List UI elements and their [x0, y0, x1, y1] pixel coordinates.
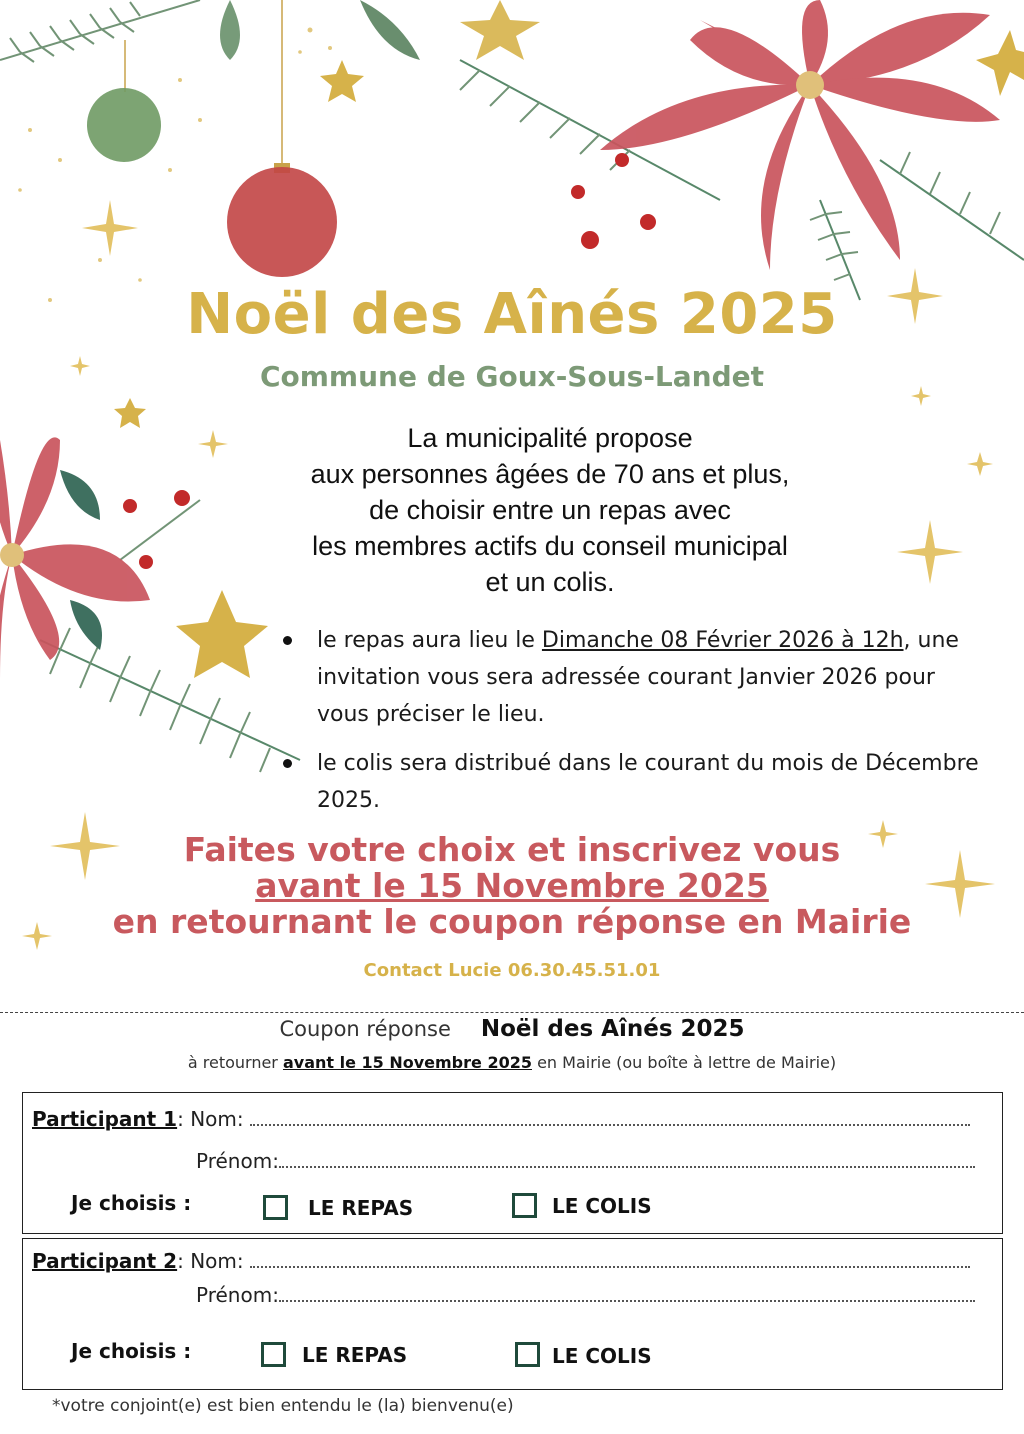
coupon-label: Coupon réponse: [279, 1017, 451, 1041]
repas-option-label: LE REPAS: [308, 1196, 414, 1220]
coupon-sub-text: en Mairie (ou boîte à lettre de Mairie): [531, 1053, 837, 1072]
colis-checkbox[interactable]: [515, 1342, 540, 1367]
participant-2-prenom-row: [196, 1283, 975, 1307]
participant-1-prenom-row: [196, 1149, 975, 1173]
page-subtitle: Commune de Goux-Sous-Landet: [259, 360, 765, 393]
bullet-text: le repas aura lieu le: [317, 628, 542, 653]
colis-option-label: LE COLIS: [552, 1344, 652, 1368]
list-item: [283, 745, 983, 819]
cut-line-divider: [0, 1012, 1024, 1013]
coupon-deadline: avant le 15 Novembre 2025: [282, 1053, 532, 1072]
participant-1-section: [22, 1092, 1003, 1234]
coupon-subtitle: [0, 1053, 1024, 1072]
prenom-field[interactable]: [279, 1152, 975, 1168]
repas-checkbox[interactable]: [261, 1342, 286, 1367]
nom-label: Nom:: [190, 1249, 244, 1273]
choose-label: Je choisis :: [71, 1339, 192, 1363]
participant-1-name-row: Participant 1: Nom:: [32, 1107, 970, 1131]
intro-text: [200, 420, 900, 600]
details-list: [283, 622, 983, 831]
intro-line: La municipalité propose: [407, 423, 693, 453]
participant-label: Participant 1: [32, 1107, 178, 1131]
participant-2-name-row: Participant 2: Nom:: [32, 1249, 970, 1273]
nom-field[interactable]: [250, 1252, 970, 1268]
nom-field[interactable]: [250, 1110, 970, 1126]
cta-line: Faites votre choix et inscrivez vous: [183, 830, 841, 869]
list-item: [283, 622, 983, 733]
bullet-icon: [283, 759, 292, 768]
bullet-icon: [283, 636, 292, 645]
nom-label: Nom:: [190, 1107, 244, 1131]
call-to-action: [0, 832, 1024, 940]
bullet-text: , une invitation vous sera adressée courant Janvier 2026 pour vous préciser le lieu.: [317, 628, 959, 727]
colis-checkbox[interactable]: [512, 1193, 537, 1218]
bullet-text: le colis sera distribué dans le courant du mois de Décembre 2025.: [317, 751, 979, 813]
contact-info: Contact Lucie 06.30.45.51.01: [363, 960, 661, 981]
participant-2-section: [22, 1238, 1003, 1390]
intro-line: les membres actifs du conseil municipal: [312, 531, 788, 561]
prenom-label: Prénom:: [196, 1283, 279, 1307]
choose-label: Je choisis :: [71, 1191, 192, 1215]
cta-line: en retournant le coupon réponse en Mairie: [112, 902, 912, 941]
colis-option-label: LE COLIS: [552, 1194, 652, 1218]
event-date: Dimanche 08 Février 2026 à 12h: [541, 628, 904, 653]
coupon-title: Noël des Aînés 2025: [480, 1016, 745, 1042]
repas-checkbox[interactable]: [263, 1195, 288, 1220]
intro-line: de choisir entre un repas avec: [369, 495, 731, 525]
repas-option-label: LE REPAS: [302, 1343, 408, 1367]
prenom-field[interactable]: [279, 1286, 975, 1302]
footnote: *votre conjoint(e) est bien entendu le (la) bienvenu(e): [52, 1396, 514, 1416]
page-title: Noël des Aînés 2025: [186, 282, 838, 347]
cta-deadline: avant le 15 Novembre 2025: [255, 866, 769, 905]
intro-line: aux personnes âgées de 70 ans et plus,: [310, 459, 790, 489]
participant-label: Participant 2: [32, 1249, 178, 1273]
prenom-label: Prénom:: [196, 1149, 279, 1173]
intro-line: et un colis.: [485, 567, 615, 597]
coupon-header: [0, 1016, 1024, 1042]
coupon-sub-text: à retourner: [187, 1053, 283, 1072]
